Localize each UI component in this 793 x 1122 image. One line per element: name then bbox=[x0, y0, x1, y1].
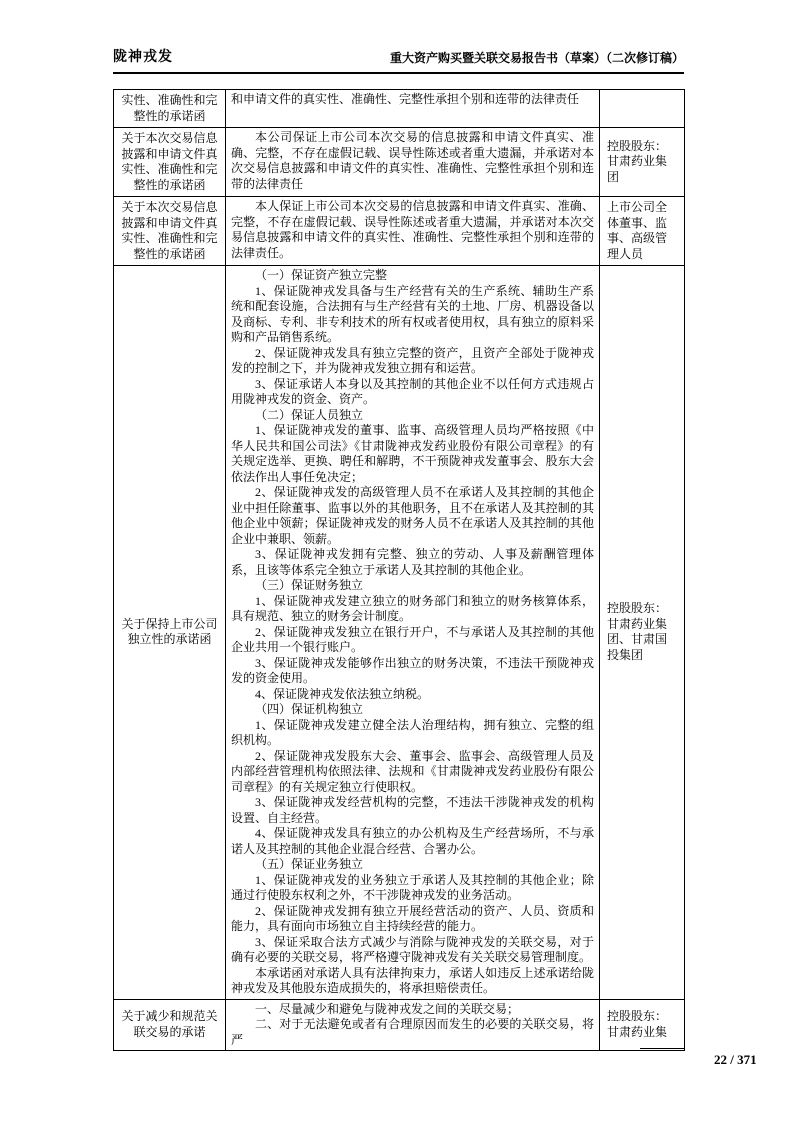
committed-by-cell: 上市公司全体董事、监事、高级管理人员 bbox=[600, 197, 685, 266]
paragraph: 二、对于无法避免或者有合理原因而发生的必要的关联交易，将严 bbox=[231, 1017, 594, 1047]
table-row bbox=[114, 90, 685, 128]
page-header bbox=[113, 46, 684, 74]
paragraph: 4、保证陇神戎发具有独立的办公机构及生产经营场所，不与承诺人及其控制的其他企业混合经营、合署办公。 bbox=[231, 826, 594, 856]
paragraph: （一）保证资产独立完整 bbox=[255, 268, 388, 282]
table-row bbox=[114, 266, 685, 1000]
paragraph: 1、保证陇神戎发建立健全法人治理结构，拥有独立、完整的组织机构。 bbox=[231, 717, 594, 747]
paragraph: 本公司保证上市公司本次交易的信息披露和申请文件真实、准确、完整，不存在虚假记载、误导性陈述或者重大遗漏，并承诺对本次交易信息披露和申请文件的真实性、准确性、完整性承担个别和连带的法律责任 bbox=[231, 130, 594, 191]
header-document-title: 重大资产购买暨关联交易报告书（草案）（二次修订稿） bbox=[389, 51, 684, 65]
paragraph: 3、保证陇神戎发能够作出独立的财务决策，不违法干预陇神戎发的资金使用。 bbox=[231, 655, 594, 685]
header-company-name: 陇神戎发 bbox=[113, 50, 173, 65]
commitment-content-cell bbox=[226, 90, 600, 128]
commitment-content-cell bbox=[226, 266, 600, 1000]
paragraph: （二）保证人员独立 bbox=[255, 407, 364, 422]
paragraph: 2、保证陇神戎发具有独立完整的资产，且资产全部处于陇神戎发的控制之下，并为陇神戎发独立拥有和运营。 bbox=[231, 345, 594, 375]
paragraph: 本承诺函对承诺人具有法律拘束力，承诺人如违反上述承诺给陇神戎发及其他股东造成损失的，将承担赔偿责任。 bbox=[231, 965, 594, 995]
paragraph: 3、保证陇神戎发经营机构的完整，不违法干涉陇神戎发的机构设置、自主经营。 bbox=[231, 795, 594, 825]
paragraph: 1、保证陇神戎发具备与生产经营有关的生产系统、辅助生产系统和配套设施，合法拥有与生产经营有关的土地、厂房、机器设备以及商标、专利、非专利技术的所有权或者使用权，具有独立的原料采购和产品销售系统。 bbox=[231, 283, 594, 344]
paragraph: 3、保证采取合法方式减少与消除与陇神戎发的关联交易，对于确有必要的关联交易，将严格遵守陇神戎发有关关联交易管理制度。 bbox=[231, 934, 594, 964]
paragraph: 1、保证陇神戎发的董事、监事、高级管理人员均严格按照《中华人民共和国公司法》《甘肃陇神戎发药业股份有限公司章程》的有关规定选举、更换、聘任和解聘，不干预陇神戎发董事会、股东大会依法作出人事任免决定； bbox=[231, 423, 594, 484]
paragraph: 2、保证陇神戎发股东大会、董事会、监事会、高级管理人员及内部经营管理机构依照法律、法规和《甘肃陇神戎发药业股份有限公司章程》的有关规定独立行使职权。 bbox=[231, 748, 594, 794]
committed-by-cell: 控股股东：甘肃药业集团、甘肃国投集团 bbox=[600, 266, 685, 1000]
commitment-content-cell bbox=[226, 197, 600, 266]
paragraph: 2、保证陇神戎发的高级管理人员不在承诺人及其控制的其他企业中担任除董事、监事以外的其他职务，且不在承诺人及其控制的其他企业中领薪；保证陇神戎发的财务人员不在承诺人及其控制的其他企业中兼职、领薪。 bbox=[231, 485, 594, 546]
paragraph: 3、保证陇神戎发拥有完整、独立的劳动、人事及薪酬管理体系，且该等体系完全独立于承诺人及其控制的其他企业。 bbox=[231, 547, 594, 577]
paragraph: （三）保证财务独立 bbox=[255, 578, 364, 592]
paragraph: 和申请文件的真实性、准确性、完整性承担个别和连带的法律责任 bbox=[231, 92, 580, 106]
commitment-name-cell: 实性、准确性和完整性的承诺函 bbox=[114, 90, 226, 128]
paragraph: 2、保证陇神戎发独立在银行开户，不与承诺人及其控制的其他企业共用一个银行账户。 bbox=[231, 624, 594, 654]
footer-divider bbox=[640, 1048, 685, 1049]
paragraph: 1、保证陇神戎发建立独立的财务部门和独立的财务核算体系，具有规范、独立的财务会计制度。 bbox=[231, 593, 594, 623]
committed-by-cell bbox=[600, 90, 685, 128]
page-number: 22 / 371 bbox=[714, 1052, 757, 1067]
paragraph: 一、尽量减少和避免与陇神戎发之间的关联交易； bbox=[255, 1001, 520, 1016]
table-row bbox=[114, 197, 685, 266]
commitment-name-cell: 关于本次交易信息披露和申请文件真实性、准确性和完整性的承诺函 bbox=[114, 128, 226, 197]
table-row bbox=[114, 999, 685, 1051]
commitment-content-cell bbox=[226, 999, 600, 1051]
commitment-name-cell: 关于保持上市公司独立性的承诺函 bbox=[114, 266, 226, 1000]
paragraph: 4、保证陇神戎发依法独立纳税。 bbox=[255, 686, 430, 701]
paragraph: 1、保证陇神戎发的业务独立于承诺人及其控制的其他企业；除通过行使股东权利之外，不干涉陇神戎发的业务活动。 bbox=[231, 872, 594, 902]
paragraph: 3、保证承诺人本身以及其控制的其他企业不以任何方式违规占用陇神戎发的资金、资产。 bbox=[231, 376, 594, 406]
commitment-name-cell: 关于本次交易信息披露和申请文件真实性、准确性和完整性的承诺函 bbox=[114, 197, 226, 266]
committed-by-cell: 控股股东：甘肃药业集 bbox=[600, 999, 685, 1051]
paragraph: 2、保证陇神戎发拥有独立开展经营活动的资产、人员、资质和能力，具有面向市场独立自主持续经营的能力。 bbox=[231, 903, 594, 933]
paragraph: （五）保证业务独立 bbox=[255, 857, 364, 871]
table-row bbox=[114, 128, 685, 197]
paragraph: 本人保证上市公司本次交易的信息披露和申请文件真实、准确、完整，不存在虚假记载、误导性陈述或者重大遗漏，并承诺对本次交易信息披露和申请文件的真实性、准确性、完整性承担个别和连带的法律责任。 bbox=[231, 199, 594, 260]
commitments-table bbox=[113, 89, 685, 1051]
commitment-name-cell: 关于减少和规范关联交易的承诺 bbox=[114, 999, 226, 1051]
committed-by-cell: 控股股东：甘肃药业集团 bbox=[600, 128, 685, 197]
commitment-content-cell bbox=[226, 128, 600, 197]
paragraph: （四）保证机构独立 bbox=[255, 702, 364, 716]
